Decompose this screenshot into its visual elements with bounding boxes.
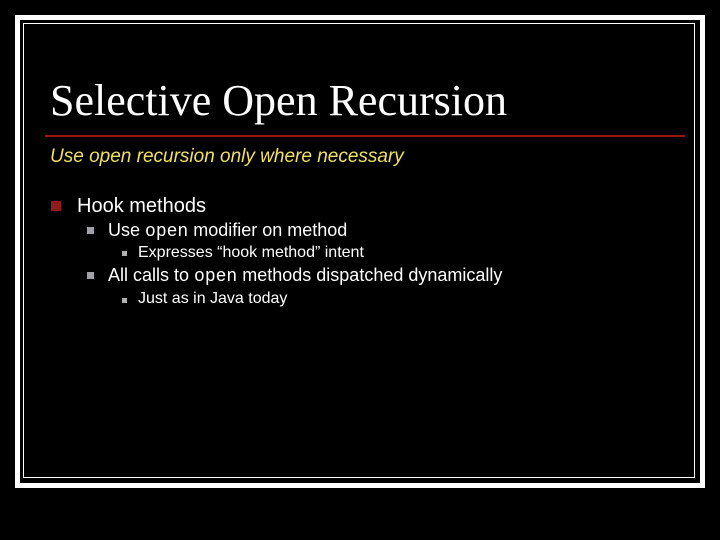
bullet-use-suffix: modifier on method — [188, 220, 348, 240]
bullet-calls-suffix: methods dispatched dynamically — [237, 265, 503, 285]
bullet-hook-methods: Hook methods — [77, 195, 206, 217]
bullet-calls-dynamic — [108, 264, 502, 288]
bullet-square-icon — [122, 298, 127, 303]
bullet-use-open — [108, 219, 347, 243]
bullet-expresses-intent: Expresses “hook method” intent — [138, 244, 364, 261]
bullet-square-icon — [122, 251, 127, 256]
slide-subtitle: Use open recursion only where necessary — [50, 146, 404, 167]
bullet-square-icon — [87, 227, 94, 234]
keyword-open: open — [194, 267, 238, 287]
bullet-calls-prefix: All calls to — [108, 265, 195, 285]
bullet-java-today: Just as in Java today — [138, 290, 288, 307]
slide-title: Selective Open Recursion — [50, 76, 507, 125]
bullet-square-icon — [87, 272, 94, 279]
bullet-square-icon — [51, 201, 61, 211]
bullet-use-prefix: Use — [108, 220, 146, 240]
keyword-open: open — [145, 222, 189, 242]
title-divider — [45, 135, 685, 137]
